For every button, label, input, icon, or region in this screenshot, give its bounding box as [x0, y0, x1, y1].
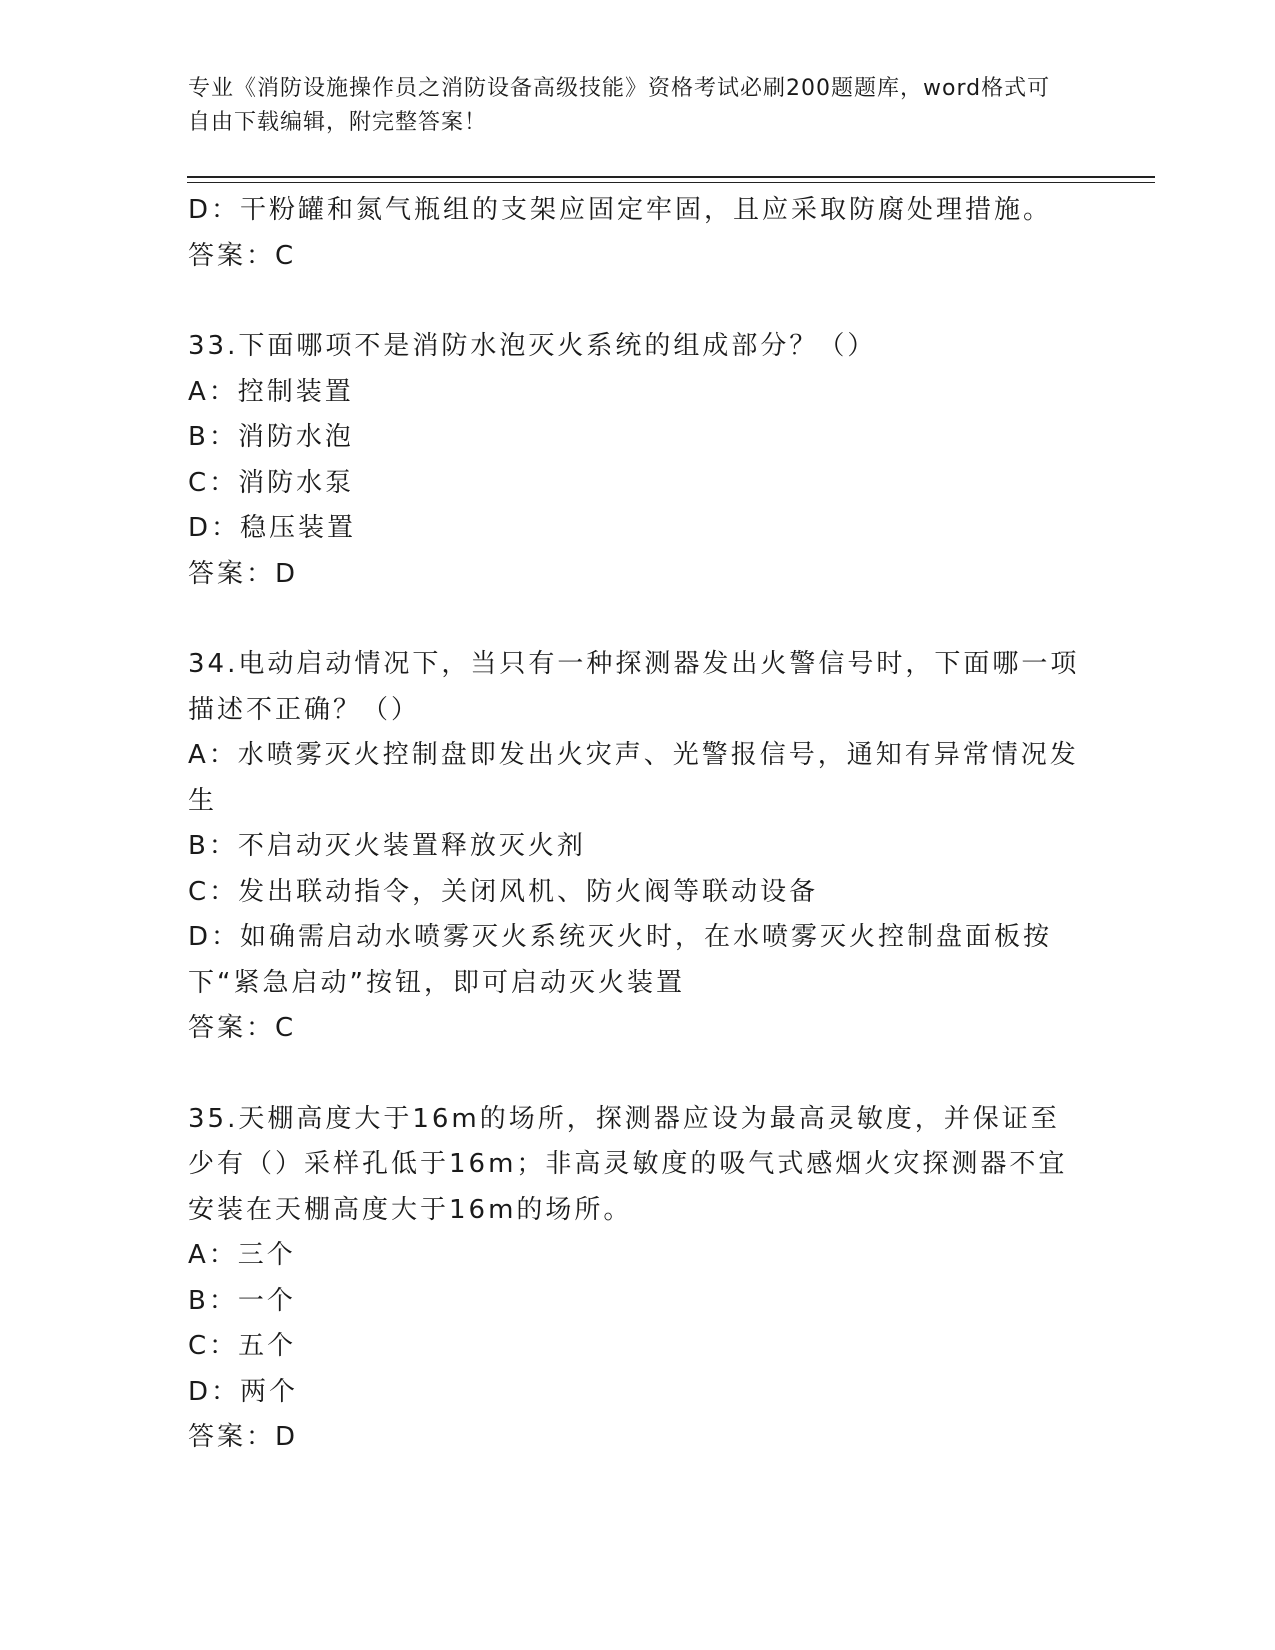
page-header — [188, 72, 1068, 140]
option-a: A：水喷雾灭火控制盘即发出火灾声、光警报信号，通知有异常情况发生 — [188, 740, 1079, 816]
option-d: D：干粉罐和氮气瓶组的支架应固定牢固，且应采取防腐处理措施。 — [188, 195, 1053, 225]
option-b: B：不启动灭火装置释放灭火剂 — [188, 831, 586, 861]
spacer — [188, 597, 1088, 642]
option-b: B：一个 — [188, 1285, 296, 1316]
header-divider-thick — [187, 176, 1155, 178]
question-text: 33.下面哪项不是消防水泡灭火系统的组成部分？（） — [188, 331, 877, 361]
option-a: A：三个 — [188, 1240, 296, 1270]
question-block-34 — [188, 642, 1088, 1052]
spacer — [188, 1052, 1088, 1097]
answer-line: 答案：D — [188, 1422, 299, 1452]
answer-line: 答案：C — [188, 1013, 297, 1043]
question-text: 35.天棚高度大于16m的场所，探测器应设为最高灵敏度，并保证至少有（）采样孔低于16m；非高灵敏度的吸气式感烟火灾探测器不宜安装在天棚高度大于16m的场所。 — [188, 1103, 1068, 1225]
header-title: 专业《消防设施操作员之消防设备高级技能》资格考试必刷200题题库，word格式可自由下载编辑，附完整答案！ — [188, 76, 1051, 135]
question-block-35 — [188, 1097, 1088, 1461]
option-c: C：消防水泵 — [188, 467, 355, 498]
spacer — [188, 279, 1088, 324]
question-block-33 — [188, 324, 1088, 597]
option-c: C：五个 — [188, 1331, 297, 1361]
answer-line: 答案：C — [188, 240, 297, 271]
option-d: D：两个 — [188, 1376, 299, 1407]
option-d: D：稳压装置 — [188, 513, 357, 543]
option-b: B：消防水泡 — [188, 422, 354, 452]
question-list — [188, 188, 1088, 1461]
question-block-prev — [188, 188, 1088, 279]
option-a: A：控制装置 — [188, 376, 354, 407]
header-divider-thin — [187, 182, 1155, 183]
question-text: 34.电动启动情况下，当只有一种探测器发出火警信号时，下面哪一项描述不正确？（） — [188, 649, 1080, 725]
answer-line: 答案：D — [188, 558, 299, 589]
option-d: D：如确需启动水喷雾灭火系统灭火时，在水喷雾灭火控制盘面板按下“紧急启动”按钮，即可启动灭火装置 — [188, 922, 1053, 998]
option-c: C：发出联动指令，关闭风机、防火阀等联动设备 — [188, 876, 819, 907]
